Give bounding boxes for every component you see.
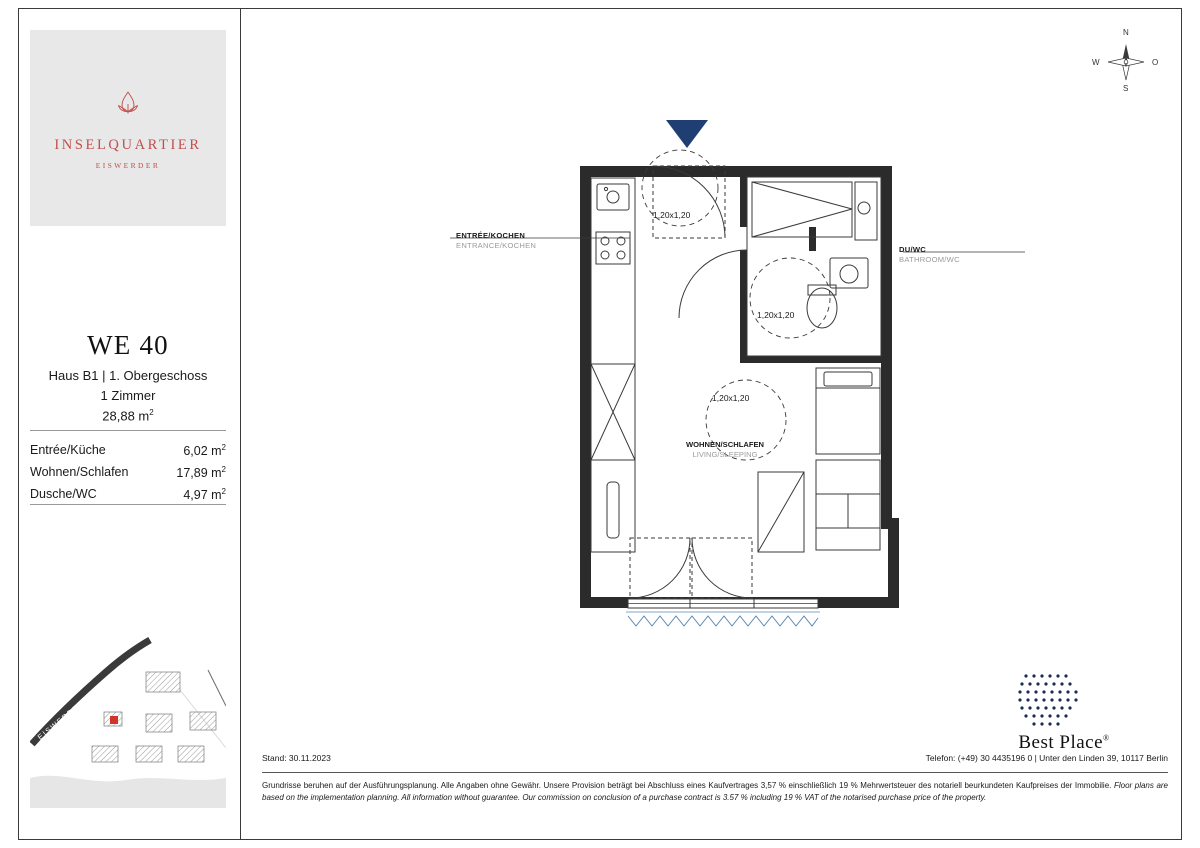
divider-above-room-table [30,430,226,431]
room-area: 4,97 $m^2$ [183,487,226,503]
contact-info: Telefon: (+49) 30 4435196 0 | Unter den Linden 39, 10117 Berlin [925,753,1168,763]
site-map-street-label: EISWERDERSTR. [35,683,105,742]
footer-divider [262,772,1168,773]
column-divider [240,8,241,840]
compass-west: W [1092,58,1100,67]
floor-plan-svg [440,120,1140,660]
site-map [30,628,226,808]
room-area-table [30,443,226,509]
disclaimer-en: Floor plans are based on the implementation planning. All information without guarantee. Our commission on conclusion of a purchase contract is 3.57 % including 19 % VAT of the notarised purchase price of the property. [262,781,1169,803]
site-map-highlight [110,716,118,724]
room-area: 17,89 $m^2$ [176,465,226,481]
compass-rose [1082,28,1178,100]
best-place-logo-icon [1012,668,1084,734]
best-place-wordmark: Best Place® [1018,732,1110,753]
room-label-living: WOHNEN/SCHLAFEN LIVING/SLEEPING [685,440,765,460]
room-name: Wohnen/Schlafen [30,465,129,480]
table-row [30,443,226,458]
table-row [30,465,226,480]
disclaimer-de: Grundrisse beruhen auf der Ausführungsplanung. Alle Angaben ohne Gewähr. Unsere Provision beträgt bei Abschluss eines Kaufvertrages 3,57 % einschließlich 19 % Mehrwertsteuer des notariell beurkundeten Kaufpreises der Immobilie. [262,781,1112,790]
unit-location: Haus B1 | 1. Obergeschoss [48,368,208,383]
disclaimer [262,780,1168,805]
room-name: Dusche/WC [30,487,97,502]
table-row [30,487,226,502]
tulip-logo-icon [111,87,145,121]
floor-plan-drawing [440,120,1140,660]
unit-rooms: 1 Zimmer [100,388,156,403]
callout-entree-kuche: ENTRÉE/KOCHEN ENTRANCE/KOCHEN [456,231,537,251]
date-stamp: Stand: 30.11.2023 [262,753,331,763]
brand-name: INSELQUARTIER [54,136,202,153]
compass-east: O [1152,58,1159,67]
entrance-marker [666,120,708,148]
unit-area-unit: 2 [149,408,154,417]
compass-north: N [1123,28,1129,37]
brand-sub: EISWERDER [95,160,161,170]
unit-title: WE 40 [87,330,169,360]
room-name: Entrée/Küche [30,443,106,457]
brand-logo-box [30,30,226,226]
dimension-label-living: 1,20x1,20 [712,393,750,403]
site-map-graphic [30,628,226,808]
dimension-label-entry: 1,20x1,20 [653,210,691,220]
room-area: 6,02 $m^2$ [183,443,226,459]
dimension-label-bath: 1,20x1,20 [757,310,795,320]
unit-area-value: 28,88 m [102,408,150,424]
compass-south: S [1123,84,1129,93]
balcony-railing [628,616,818,626]
unit-area [30,408,226,423]
callout-du-wc: DU/WC BATHROOM/WC [899,245,960,265]
